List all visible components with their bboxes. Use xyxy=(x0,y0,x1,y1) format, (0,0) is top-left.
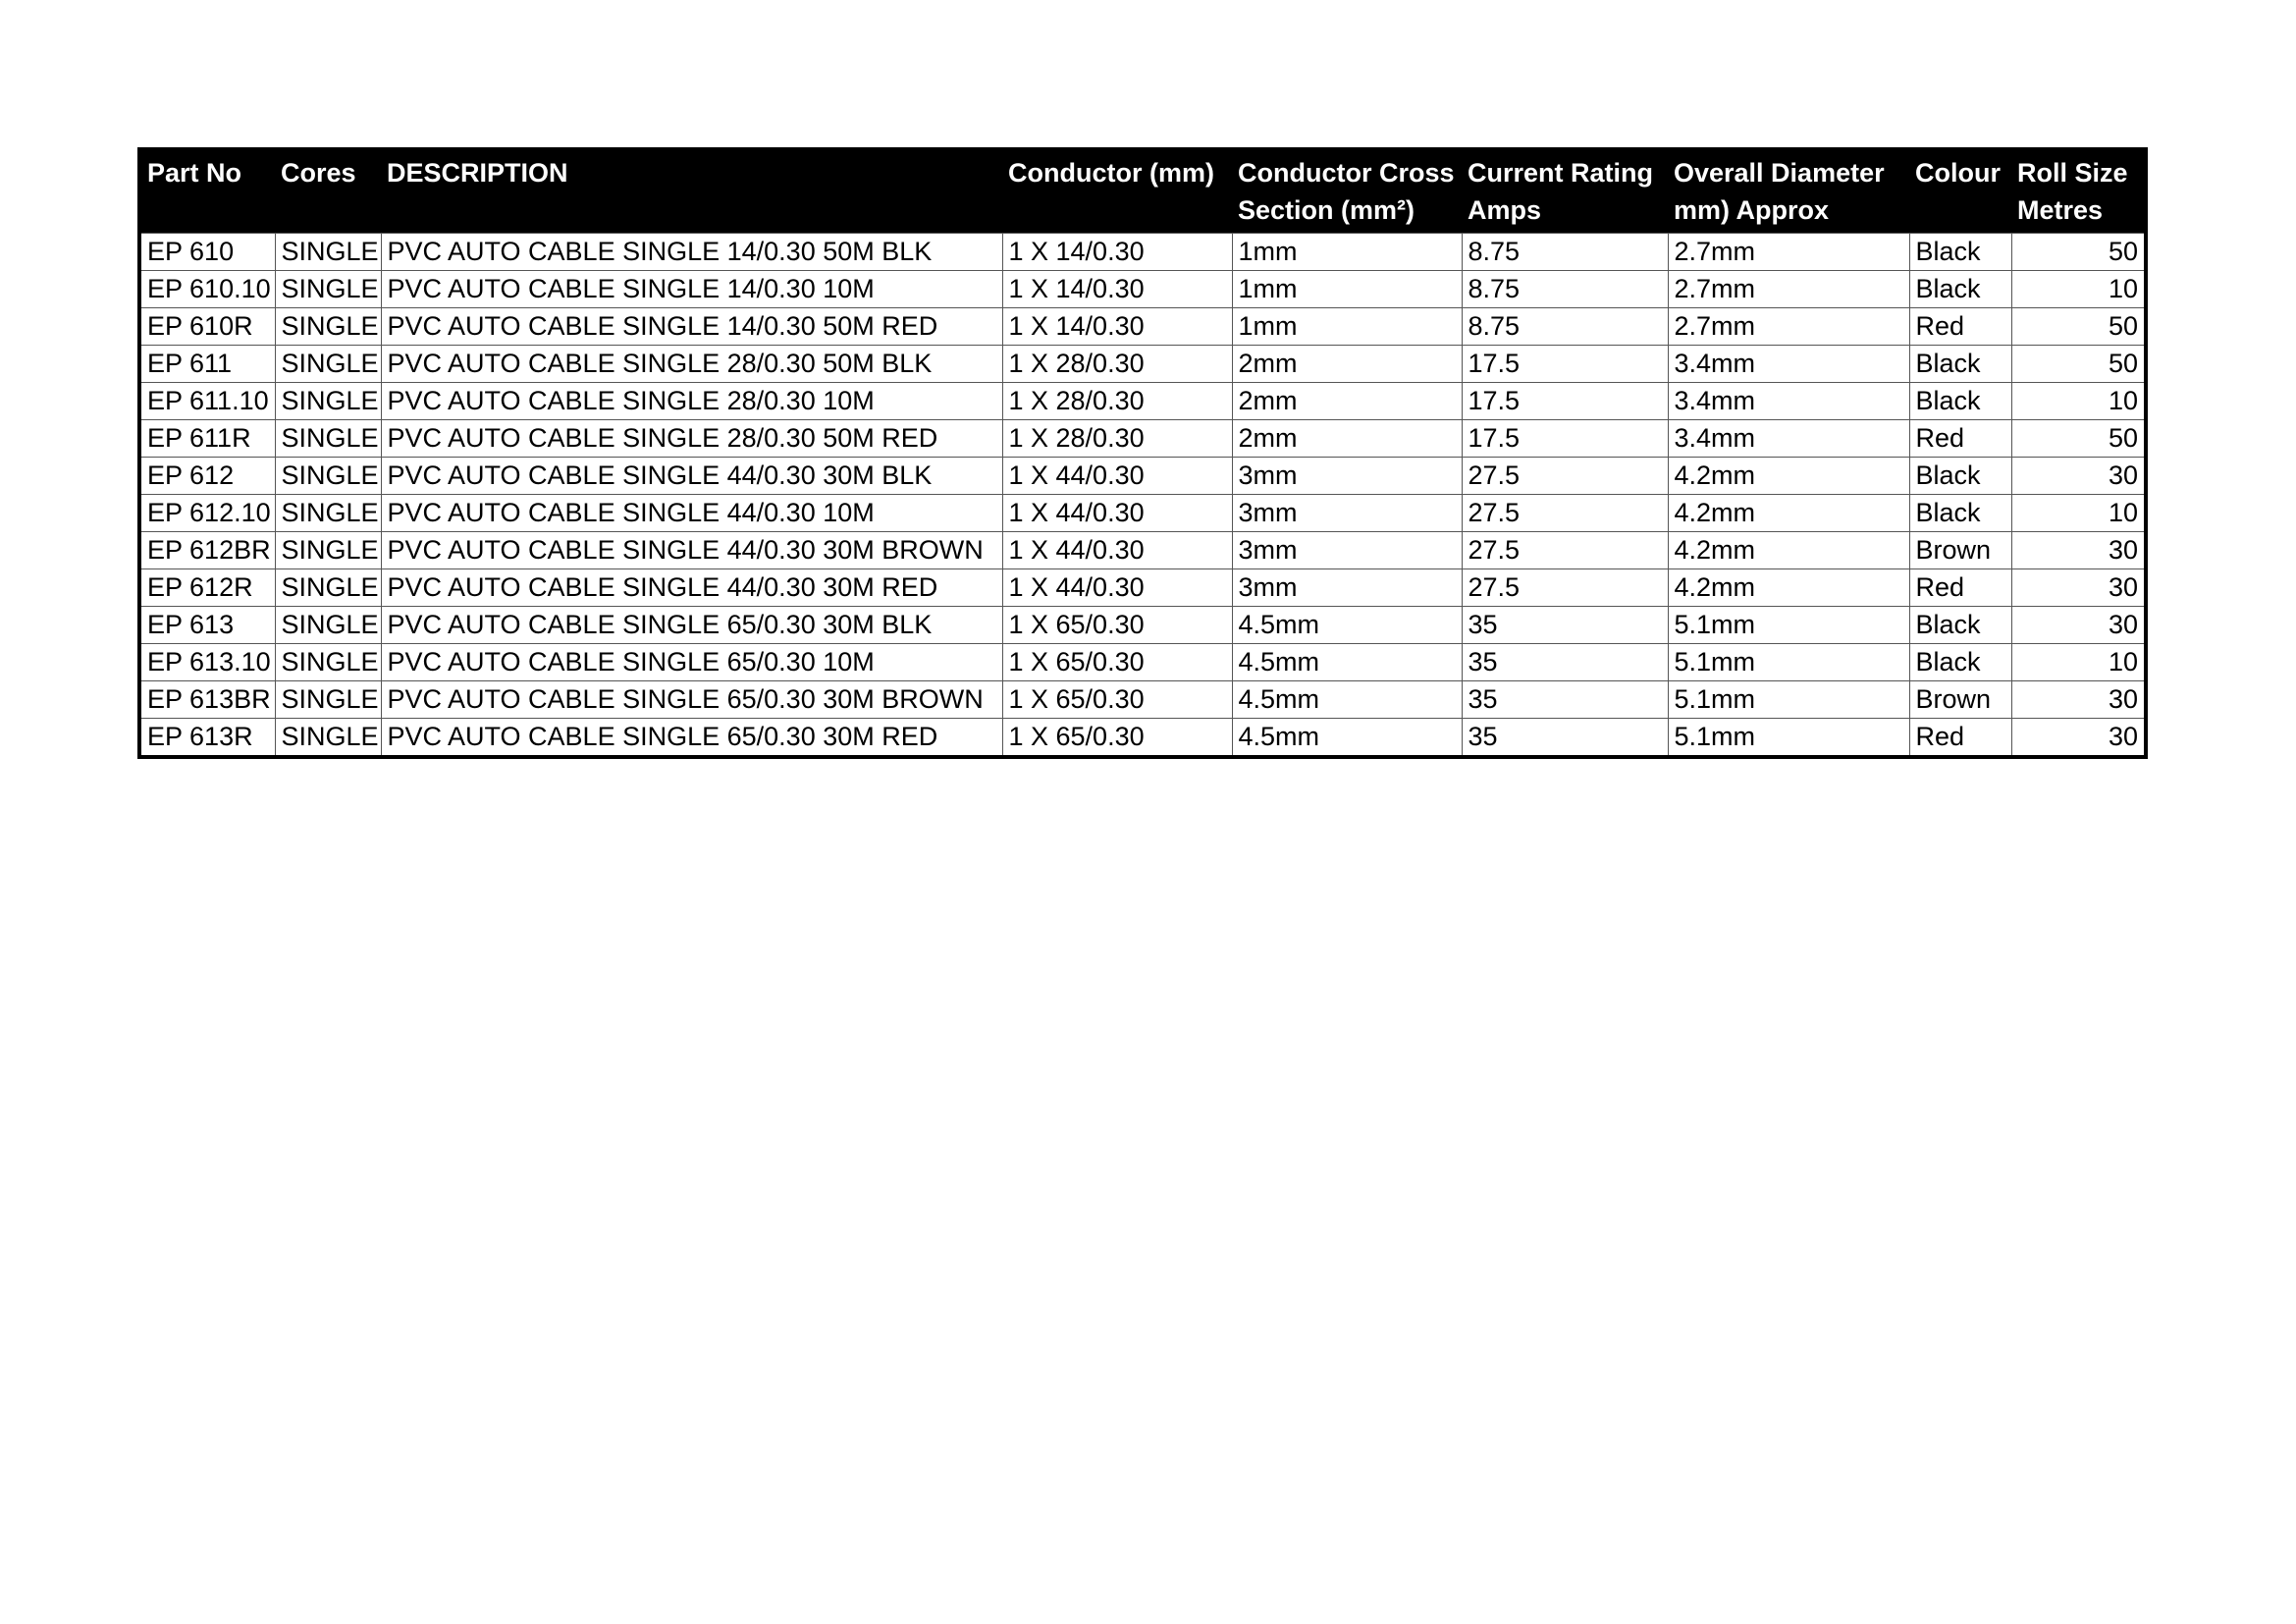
cell-description: PVC AUTO CABLE SINGLE 14/0.30 10M xyxy=(381,271,1002,308)
cell-colour: Black xyxy=(1909,383,2011,420)
cell-cores: SINGLE xyxy=(275,532,381,569)
cell-diameter: 3.4mm xyxy=(1668,383,1909,420)
cell-colour: Black xyxy=(1909,346,2011,383)
cell-colour: Red xyxy=(1909,569,2011,607)
cell-part-no: EP 612R xyxy=(139,569,275,607)
cell-cores: SINGLE xyxy=(275,308,381,346)
cell-conductor: 1 X 65/0.30 xyxy=(1002,681,1232,719)
header-part-no-label: Part No xyxy=(147,158,242,188)
cell-roll-size: 10 xyxy=(2011,644,2146,681)
cell-colour: Black xyxy=(1909,271,2011,308)
header-colour-label: Colour xyxy=(1915,158,2001,188)
cell-cores: SINGLE xyxy=(275,234,381,271)
header-cross-section-line-2: Section (mm²) xyxy=(1238,195,1415,225)
cell-current-rating: 35 xyxy=(1462,607,1668,644)
cell-description: PVC AUTO CABLE SINGLE 44/0.30 10M xyxy=(381,495,1002,532)
cell-description: PVC AUTO CABLE SINGLE 28/0.30 50M RED xyxy=(381,420,1002,458)
cell-diameter: 4.2mm xyxy=(1668,495,1909,532)
cell-part-no: EP 612BR xyxy=(139,532,275,569)
cell-description: PVC AUTO CABLE SINGLE 65/0.30 30M BROWN xyxy=(381,681,1002,719)
cell-part-no: EP 613R xyxy=(139,719,275,758)
cell-roll-size: 30 xyxy=(2011,569,2146,607)
cell-description: PVC AUTO CABLE SINGLE 65/0.30 30M BLK xyxy=(381,607,1002,644)
table-row xyxy=(139,420,2146,458)
table-body xyxy=(139,234,2146,758)
header-diameter-line-2: mm) Approx xyxy=(1674,195,1830,225)
cell-description: PVC AUTO CABLE SINGLE 44/0.30 30M RED xyxy=(381,569,1002,607)
cell-conductor: 1 X 44/0.30 xyxy=(1002,532,1232,569)
table-header xyxy=(139,149,2146,234)
cell-diameter: 4.2mm xyxy=(1668,458,1909,495)
cell-conductor: 1 X 65/0.30 xyxy=(1002,607,1232,644)
cell-part-no: EP 611.10 xyxy=(139,383,275,420)
cell-part-no: EP 610 xyxy=(139,234,275,271)
cell-diameter: 5.1mm xyxy=(1668,644,1909,681)
cell-current-rating: 27.5 xyxy=(1462,458,1668,495)
cell-part-no: EP 611R xyxy=(139,420,275,458)
cell-cores: SINGLE xyxy=(275,719,381,758)
header-row xyxy=(139,149,2146,234)
cell-part-no: EP 613 xyxy=(139,607,275,644)
cell-conductor: 1 X 14/0.30 xyxy=(1002,308,1232,346)
cell-cross-section: 1mm xyxy=(1232,271,1462,308)
cell-diameter: 5.1mm xyxy=(1668,719,1909,758)
header-cores-label: Cores xyxy=(281,158,356,188)
cell-cross-section: 4.5mm xyxy=(1232,644,1462,681)
cell-cores: SINGLE xyxy=(275,681,381,719)
cell-current-rating: 17.5 xyxy=(1462,420,1668,458)
table-row xyxy=(139,234,2146,271)
cell-cores: SINGLE xyxy=(275,495,381,532)
cell-diameter: 5.1mm xyxy=(1668,681,1909,719)
cell-conductor: 1 X 44/0.30 xyxy=(1002,569,1232,607)
cell-cores: SINGLE xyxy=(275,383,381,420)
cell-diameter: 2.7mm xyxy=(1668,271,1909,308)
cell-roll-size: 50 xyxy=(2011,234,2146,271)
cable-spec-table xyxy=(137,147,2148,759)
cell-colour: Red xyxy=(1909,308,2011,346)
cell-colour: Black xyxy=(1909,495,2011,532)
table-row xyxy=(139,495,2146,532)
cell-roll-size: 10 xyxy=(2011,271,2146,308)
cell-current-rating: 8.75 xyxy=(1462,234,1668,271)
cell-cross-section: 4.5mm xyxy=(1232,719,1462,758)
cell-conductor: 1 X 44/0.30 xyxy=(1002,458,1232,495)
cell-current-rating: 35 xyxy=(1462,719,1668,758)
table-row xyxy=(139,458,2146,495)
cell-diameter: 2.7mm xyxy=(1668,234,1909,271)
product-sheet xyxy=(137,147,2144,759)
header-current-rating-line-2: Amps xyxy=(1468,195,1542,225)
cell-description: PVC AUTO CABLE SINGLE 28/0.30 10M xyxy=(381,383,1002,420)
cell-current-rating: 35 xyxy=(1462,644,1668,681)
cell-cores: SINGLE xyxy=(275,420,381,458)
cell-roll-size: 30 xyxy=(2011,607,2146,644)
cell-cross-section: 1mm xyxy=(1232,234,1462,271)
cell-part-no: EP 612.10 xyxy=(139,495,275,532)
cell-diameter: 4.2mm xyxy=(1668,532,1909,569)
header-colour xyxy=(1909,149,2011,234)
cell-colour: Black xyxy=(1909,234,2011,271)
header-cross-section xyxy=(1232,149,1462,234)
header-diameter xyxy=(1668,149,1909,234)
cell-description: PVC AUTO CABLE SINGLE 14/0.30 50M RED xyxy=(381,308,1002,346)
header-diameter-line-1: Overall Diameter xyxy=(1674,158,1885,188)
cell-current-rating: 27.5 xyxy=(1462,495,1668,532)
cell-part-no: EP 612 xyxy=(139,458,275,495)
cell-diameter: 2.7mm xyxy=(1668,308,1909,346)
cell-conductor: 1 X 14/0.30 xyxy=(1002,271,1232,308)
table-row xyxy=(139,532,2146,569)
cell-current-rating: 27.5 xyxy=(1462,532,1668,569)
cell-roll-size: 50 xyxy=(2011,420,2146,458)
cell-colour: Red xyxy=(1909,420,2011,458)
cell-description: PVC AUTO CABLE SINGLE 44/0.30 30M BROWN xyxy=(381,532,1002,569)
cell-diameter: 3.4mm xyxy=(1668,420,1909,458)
header-part-no xyxy=(139,149,275,234)
cell-diameter: 5.1mm xyxy=(1668,607,1909,644)
cell-cross-section: 2mm xyxy=(1232,383,1462,420)
table-row xyxy=(139,569,2146,607)
cell-roll-size: 30 xyxy=(2011,532,2146,569)
cell-cross-section: 3mm xyxy=(1232,532,1462,569)
cell-colour: Brown xyxy=(1909,681,2011,719)
cell-conductor: 1 X 65/0.30 xyxy=(1002,719,1232,758)
cell-conductor: 1 X 65/0.30 xyxy=(1002,644,1232,681)
header-cores xyxy=(275,149,381,234)
cell-cross-section: 3mm xyxy=(1232,458,1462,495)
cell-cores: SINGLE xyxy=(275,346,381,383)
cell-part-no: EP 610.10 xyxy=(139,271,275,308)
cell-description: PVC AUTO CABLE SINGLE 28/0.30 50M BLK xyxy=(381,346,1002,383)
cell-description: PVC AUTO CABLE SINGLE 14/0.30 50M BLK xyxy=(381,234,1002,271)
header-description-label: DESCRIPTION xyxy=(387,158,568,188)
cell-cores: SINGLE xyxy=(275,271,381,308)
cell-cross-section: 4.5mm xyxy=(1232,607,1462,644)
cell-part-no: EP 610R xyxy=(139,308,275,346)
cell-part-no: EP 613BR xyxy=(139,681,275,719)
table-row xyxy=(139,607,2146,644)
table-row xyxy=(139,346,2146,383)
cell-roll-size: 30 xyxy=(2011,458,2146,495)
cell-colour: Red xyxy=(1909,719,2011,758)
cell-diameter: 4.2mm xyxy=(1668,569,1909,607)
cell-colour: Black xyxy=(1909,458,2011,495)
cell-part-no: EP 611 xyxy=(139,346,275,383)
cell-conductor: 1 X 28/0.30 xyxy=(1002,420,1232,458)
header-current-rating-line-1: Current Rating xyxy=(1468,158,1653,188)
table-row xyxy=(139,644,2146,681)
cell-current-rating: 8.75 xyxy=(1462,271,1668,308)
cell-description: PVC AUTO CABLE SINGLE 65/0.30 30M RED xyxy=(381,719,1002,758)
cell-roll-size: 50 xyxy=(2011,308,2146,346)
cell-roll-size: 30 xyxy=(2011,681,2146,719)
cell-current-rating: 17.5 xyxy=(1462,383,1668,420)
cell-roll-size: 10 xyxy=(2011,495,2146,532)
header-description xyxy=(381,149,1002,234)
cell-colour: Black xyxy=(1909,607,2011,644)
cell-current-rating: 8.75 xyxy=(1462,308,1668,346)
header-cross-section-line-1: Conductor Cross xyxy=(1238,158,1455,188)
cell-current-rating: 17.5 xyxy=(1462,346,1668,383)
cell-roll-size: 50 xyxy=(2011,346,2146,383)
cell-cross-section: 3mm xyxy=(1232,495,1462,532)
header-current-rating xyxy=(1462,149,1668,234)
cell-cross-section: 3mm xyxy=(1232,569,1462,607)
table-row xyxy=(139,383,2146,420)
cell-cores: SINGLE xyxy=(275,569,381,607)
table-row xyxy=(139,271,2146,308)
cell-cores: SINGLE xyxy=(275,458,381,495)
cell-description: PVC AUTO CABLE SINGLE 65/0.30 10M xyxy=(381,644,1002,681)
cell-colour: Black xyxy=(1909,644,2011,681)
cell-colour: Brown xyxy=(1909,532,2011,569)
cell-conductor: 1 X 44/0.30 xyxy=(1002,495,1232,532)
cell-diameter: 3.4mm xyxy=(1668,346,1909,383)
cell-roll-size: 10 xyxy=(2011,383,2146,420)
cell-description: PVC AUTO CABLE SINGLE 44/0.30 30M BLK xyxy=(381,458,1002,495)
cell-conductor: 1 X 28/0.30 xyxy=(1002,346,1232,383)
cell-current-rating: 35 xyxy=(1462,681,1668,719)
table-row xyxy=(139,308,2146,346)
table-row xyxy=(139,681,2146,719)
cell-cross-section: 4.5mm xyxy=(1232,681,1462,719)
header-roll-size-line-1: Roll Size xyxy=(2017,158,2128,188)
header-conductor xyxy=(1002,149,1232,234)
cell-cores: SINGLE xyxy=(275,644,381,681)
cell-part-no: EP 613.10 xyxy=(139,644,275,681)
cell-conductor: 1 X 28/0.30 xyxy=(1002,383,1232,420)
cell-cores: SINGLE xyxy=(275,607,381,644)
cell-cross-section: 1mm xyxy=(1232,308,1462,346)
header-roll-size-line-2: Metres xyxy=(2017,195,2104,225)
table-row xyxy=(139,719,2146,758)
cell-conductor: 1 X 14/0.30 xyxy=(1002,234,1232,271)
cell-current-rating: 27.5 xyxy=(1462,569,1668,607)
cell-cross-section: 2mm xyxy=(1232,346,1462,383)
cell-roll-size: 30 xyxy=(2011,719,2146,758)
cell-cross-section: 2mm xyxy=(1232,420,1462,458)
header-roll-size xyxy=(2011,149,2146,234)
header-conductor-label: Conductor (mm) xyxy=(1008,158,1214,188)
